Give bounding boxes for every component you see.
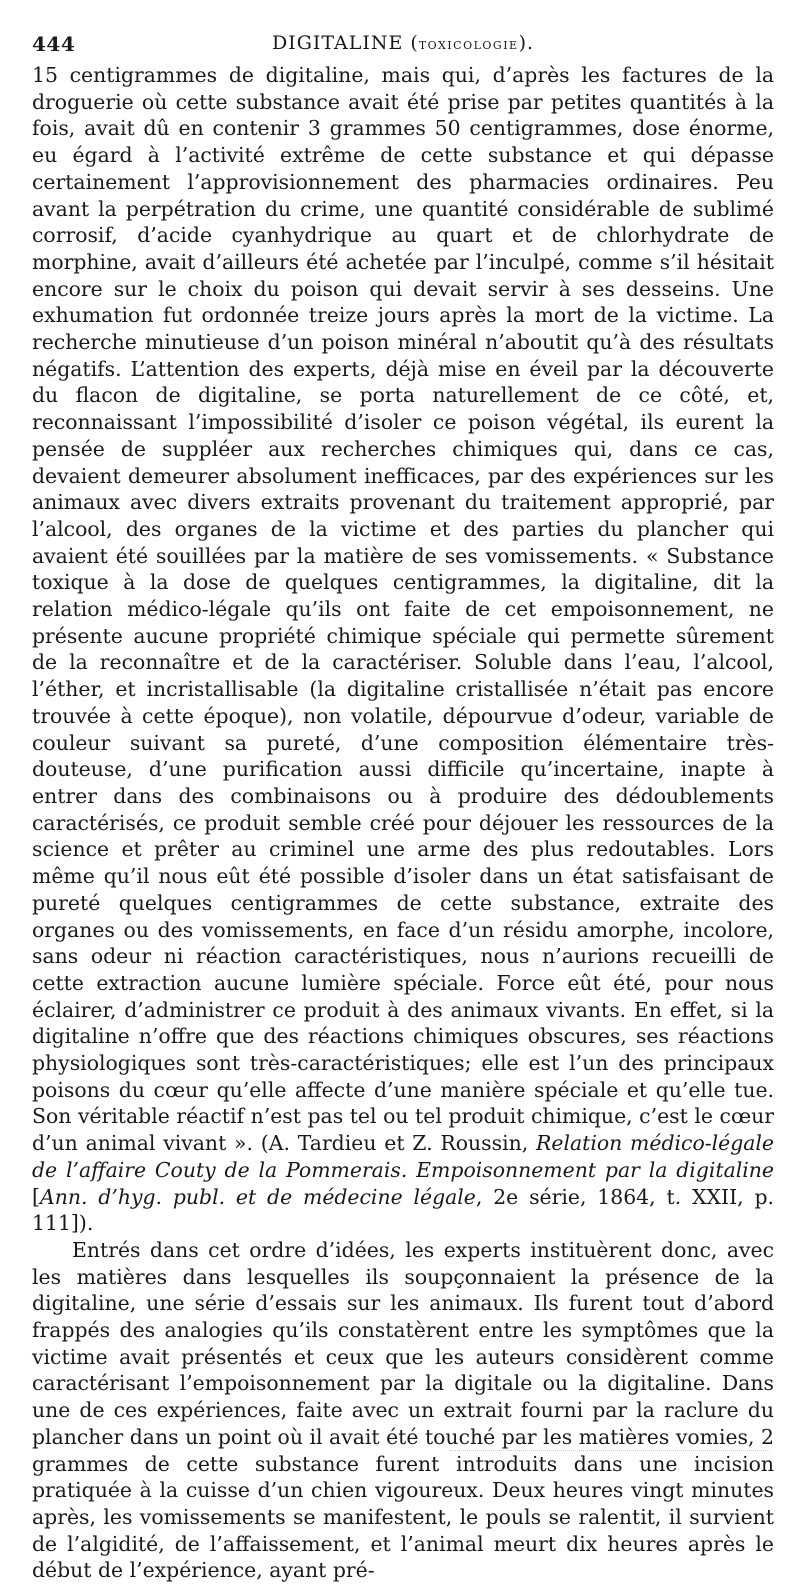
paragraph-text: 15 centigrammes de digitaline, mais qui, d’après les factures de la droguerie où cette substance avait été prise par petites quantités à la fois, avait dû en contenir 3 grammes 50 centigrammes, dose énorme, eu égard à l’activité extrême de cette substance et qui dépasse certainement l’approvisionnement des pharmacies ordinaires. Peu avant la perpétration du crime, une quantité considérable de sublimé corrosif, d’acide cyanhydrique au quart et de chlorhydrate de morphine, avait d’ailleurs été achetée par l’inculpé, comme s’il hésitait encore sur le choix du poison qui devait servir à ses desseins. Une exhumation fut ordonnée treize jours après la mort de la victime. La recherche minutieuse d’un poison minéral n’aboutit qu’à des résultats négatifs. L’attention des experts, déjà mise en éveil par la découverte du flacon de digitaline, se porta naturellement de ce côté, et, reconnaissant l’impossibilité d’isoler ce poison végétal, ils eurent la pensée de suppléer aux recherches chimiques qui, dans ce cas, devaient demeurer absolument inefficaces, par des expériences sur les animaux avec divers extraits provenant du traitement approprié, par l’alcool, des organes de la victime et des parties du plancher qui avaient été souillées par la matière de ses vomissements. « Substance toxique à la dose de quelques centigrammes, la digitaline, dit la relation médico-légale qu’ils ont faite de cet empoisonnement, ne présente aucune propriété chimique spéciale qui permette sûrement de la reconnaître et de la caractériser. Soluble dans l’eau, l’alcool, l’éther, et incristallisable (la digitaline cristallisée n’était pas encore trouvée à cette époque), non volatile, dépourvue d’odeur, variable de couleur suivant sa pureté, d’une composition élémentaire très-douteuse, d’une purification aussi difficile qu’incertaine, inapte à entrer dans des combinaisons ou à produire des dédoublements caractérisés, ce produit semble créé pour déjouer les ressources de la science et prêter au criminel une arme des plus redoutables. Lors même qu’il nous eût été possible d’isoler dans un état satisfaisant de pureté quelques centigrammes de cette substance, extraite des organes ou des vomissements, en face d’un résidu amorphe, incolore, sans odeur ni réaction caractéristiques, nous n’aurions recueilli de cette extraction aucune lumière spéciale. Force eût été, pour nous éclairer, d’administrer ce produit à des animaux vivants. En effet, si la digitaline n’offre que des réactions chimiques obscures, ses réactions physiologiques sont très-caractéristiques; elle est l’un des principaux poisons du cœur qu’elle affecte d’une manière spéciale et qu’elle tue. Son véritable réactif n’est pas tel ou tel produit chimique, c’est le cœur d’un animal vivant ». (A. Tardieu et Z. Roussin, <box>32 63 774 1156</box>
running-title-sub: toxicologie <box>418 35 519 53</box>
scan-artifact <box>450 1450 770 1457</box>
page-number: 444 <box>32 32 76 56</box>
book-page <box>32 26 774 1584</box>
running-title-close: ). <box>518 32 535 54</box>
citation-tail: , 2e série, 1864, t. XXII, p. 111]). <box>32 1184 774 1236</box>
citation-bracket: [ <box>32 1184 40 1209</box>
body-paragraph <box>32 62 774 1237</box>
running-title-open: ( <box>403 32 419 54</box>
citation-title: Relation médico-légale de l’affaire Couty de la Pommerais. Empoisonnement par la digitaline <box>32 1131 774 1182</box>
paragraph-text: Entrés dans cet ordre d’idées, les experts instituèrent donc, avec les matières dans lesquelles ils soupçonnaient la présence de la digitaline, une série d’essais sur les animaux. Ils furent tout d’abord frappés des analogies qu’ils constatèrent entre les symptômes que la victime avait présentés et ceux que les auteurs considèrent comme caractérisant l’empoisonnement par la digitale ou la digitaline. Dans une de ces expériences, faite avec un extrait fourni par la raclure du plancher dans un point où il avait été touché par les matières vomies, 2 grammes de cette substance furent introduits dans une incision pratiquée à la cuisse d’un chien vigoureux. Deux heures vingt minutes après, les vomissements se manifestent, le pouls se ralentit, il survient de l’algidité, de l’affaissement, et l’animal meurt dix heures après le début de l’expérience, ayant pré- <box>32 1237 774 1583</box>
running-title <box>32 32 774 54</box>
running-title-main: DIGITALINE <box>271 32 404 54</box>
running-header <box>32 26 774 56</box>
citation-journal: Ann. d’hyg. publ. et de médecine légale <box>39 1184 476 1209</box>
body-paragraph <box>32 1237 774 1584</box>
